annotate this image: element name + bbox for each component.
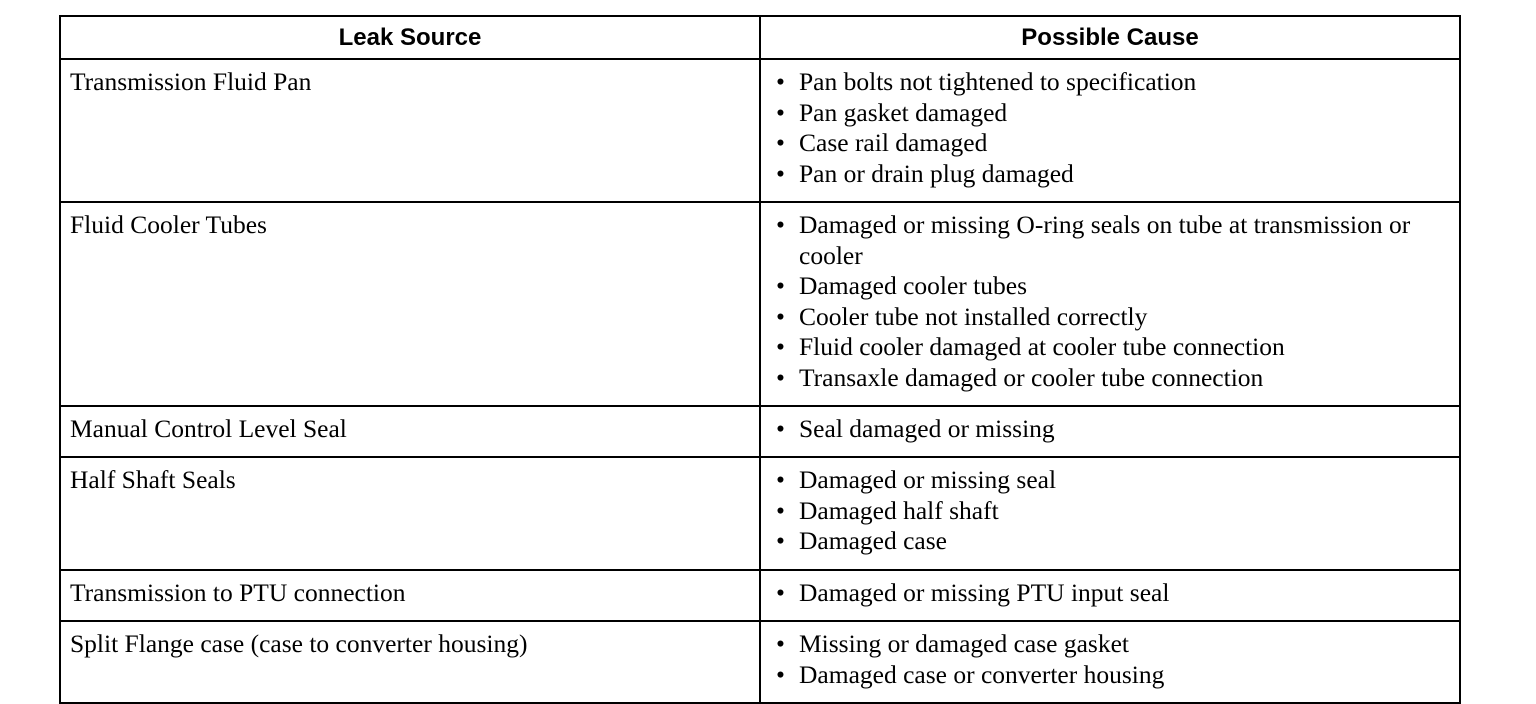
bullet-icon: • (776, 414, 785, 443)
cause-text: Cooler tube not installed correctly (799, 301, 1148, 331)
table-row (60, 570, 1460, 621)
leak-source-cell: Split Flange case (case to converter housing) (60, 621, 760, 703)
cause-item (761, 98, 1459, 129)
table-row (60, 621, 1460, 703)
cause-text: Damaged or missing seal (799, 465, 1057, 494)
table-row (60, 406, 1460, 457)
cause-text: Pan bolts not tightened to specification (799, 67, 1197, 96)
bullet-icon: • (776, 332, 785, 361)
cause-text: Missing or damaged case gasket (799, 629, 1129, 658)
cause-list (761, 210, 1459, 393)
leak-table (59, 15, 1461, 704)
possible-cause-cell (760, 406, 1460, 457)
cause-list (761, 629, 1459, 690)
cause-item (761, 526, 1459, 557)
cause-text: Pan gasket damaged (799, 97, 1008, 127)
cause-item (761, 496, 1459, 527)
cause-list (761, 465, 1459, 557)
cause-item (761, 578, 1459, 609)
cause-text: Damaged or missing O-ring seals on tube at transmission or cooler (799, 210, 1411, 270)
cause-item (761, 363, 1459, 394)
bullet-icon: • (776, 301, 785, 331)
cause-item (761, 660, 1459, 691)
cause-item (761, 332, 1459, 363)
cause-list (761, 67, 1459, 189)
header-row (60, 16, 1460, 59)
cause-text: Damaged half shaft (799, 495, 999, 525)
leak-source-cell: Manual Control Level Seal (60, 406, 760, 457)
cause-text: Damaged case or converter housing (799, 659, 1165, 689)
bullet-icon: • (776, 629, 785, 658)
possible-cause-cell (760, 570, 1460, 621)
cause-text: Damaged cooler tubes (799, 271, 1027, 300)
leak-source-cell: Half Shaft Seals (60, 457, 760, 570)
cause-text: Fluid cooler damaged at cooler tube connection (799, 332, 1285, 361)
leak-source-cell: Transmission to PTU connection (60, 570, 760, 621)
cause-list (761, 414, 1459, 445)
bullet-icon: • (776, 128, 785, 157)
cause-item (761, 414, 1459, 445)
bullet-icon: • (776, 526, 785, 555)
cause-text: Damaged or missing PTU input seal (799, 578, 1170, 607)
bullet-icon: • (776, 158, 785, 188)
possible-cause-cell (760, 621, 1460, 703)
cause-text: Transaxle damaged or cooler tube connection (799, 362, 1264, 392)
table-row (60, 457, 1460, 570)
cause-text: Seal damaged or missing (799, 414, 1055, 443)
table-row (60, 59, 1460, 202)
cause-item (761, 629, 1459, 660)
cause-text: Pan or drain plug damaged (799, 158, 1074, 188)
bullet-icon: • (776, 659, 785, 689)
possible-cause-cell (760, 59, 1460, 202)
header-possible-cause: Possible Cause (760, 16, 1460, 59)
bullet-icon: • (776, 495, 785, 525)
table-row (60, 202, 1460, 406)
cause-item (761, 271, 1459, 302)
cause-item (761, 128, 1459, 159)
cause-item (761, 210, 1459, 271)
bullet-icon: • (776, 362, 785, 392)
possible-cause-cell (760, 457, 1460, 570)
bullet-icon: • (776, 271, 785, 300)
bullet-icon: • (776, 210, 785, 239)
cause-text: Case rail damaged (799, 128, 988, 157)
cause-text: Damaged case (799, 526, 947, 555)
bullet-icon: • (776, 67, 785, 96)
leak-source-cell: Transmission Fluid Pan (60, 59, 760, 202)
cause-item (761, 159, 1459, 190)
cause-item (761, 67, 1459, 98)
cause-list (761, 578, 1459, 609)
leak-source-cell: Fluid Cooler Tubes (60, 202, 760, 406)
cause-item (761, 302, 1459, 333)
bullet-icon: • (776, 97, 785, 127)
bullet-icon: • (776, 578, 785, 607)
bullet-icon: • (776, 465, 785, 494)
possible-cause-cell (760, 202, 1460, 406)
cause-item (761, 465, 1459, 496)
header-leak-source: Leak Source (60, 16, 760, 59)
